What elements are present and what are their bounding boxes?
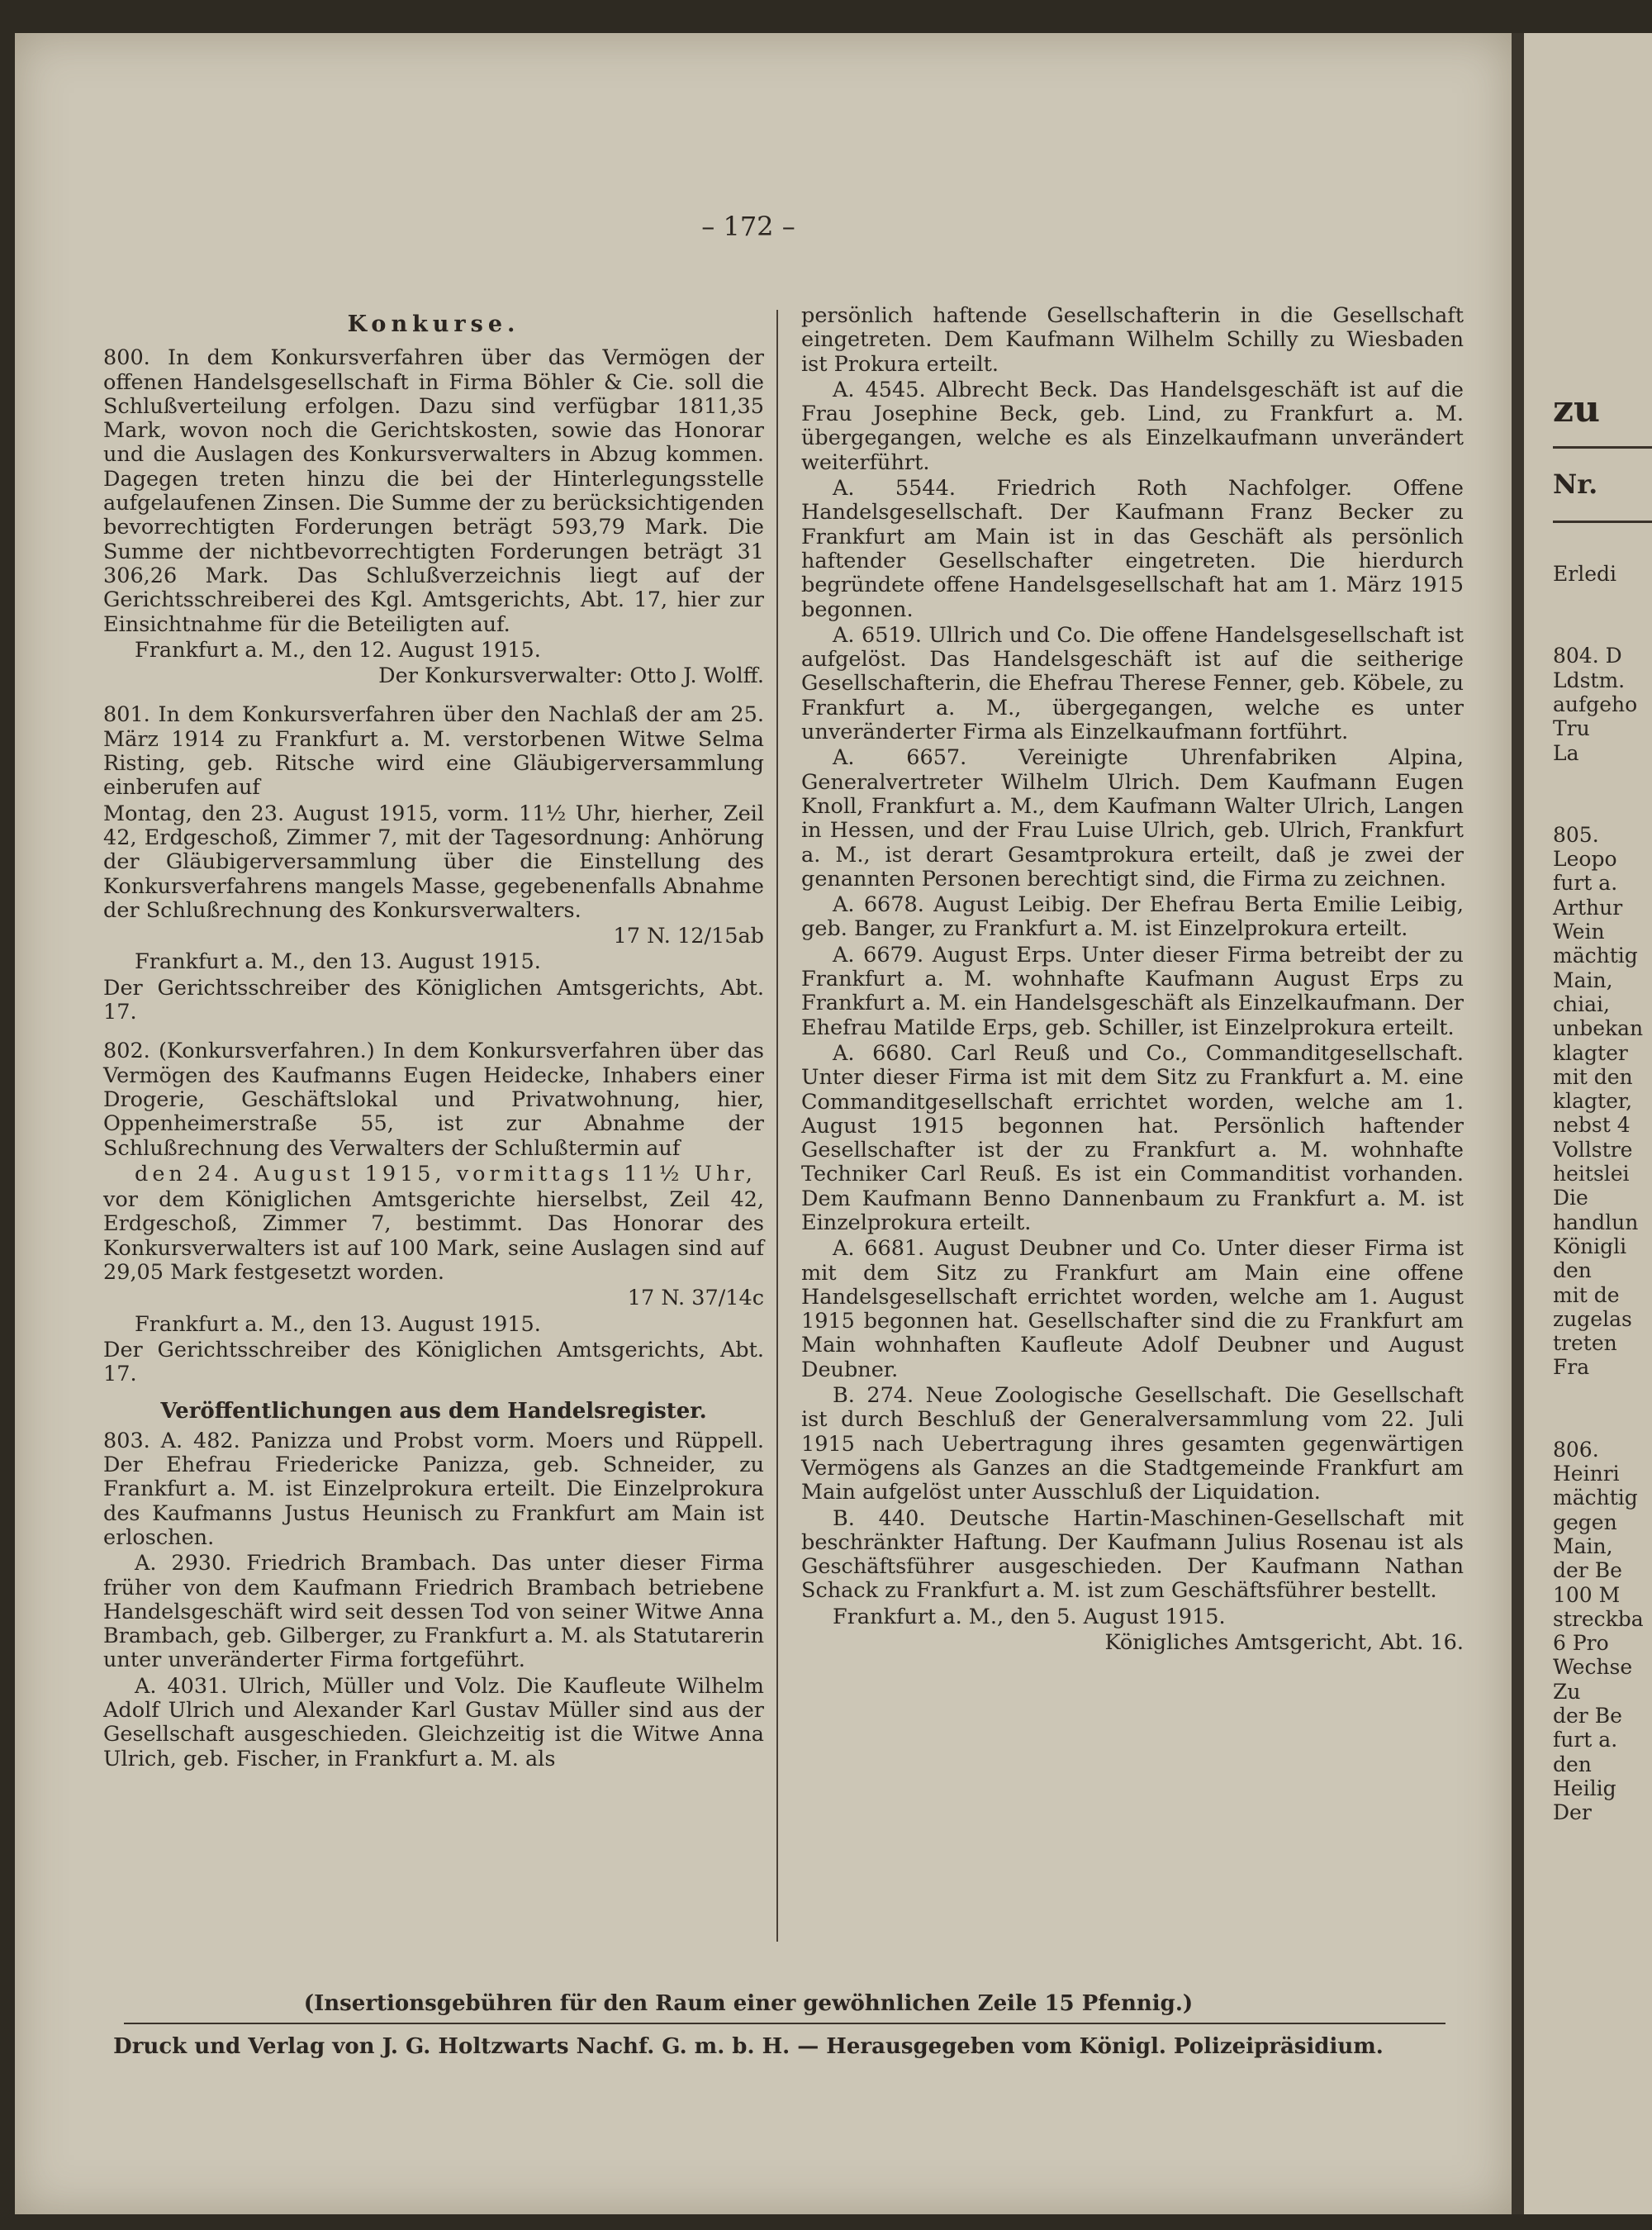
notice-801-file-no: 17 N. 12/15ab — [613, 924, 764, 949]
page-number: – 172 – — [701, 211, 795, 242]
notice-801-date: Frankfurt a. M., den 13. August 1915. — [135, 949, 541, 975]
next-page-line: Vollstre — [1553, 1137, 1633, 1162]
register-803: 803. A. 482. Panizza und Probst vorm. Moers und Rüppell. Der Ehefrau Friedericke Panizza, geb. Schneider, zu Frankfurt a. M. ist Einzelprokura erteilt. Die Einzelprokura des Kaufmanns Justus Heunisch zu Frankfurt am Main ist erloschen. — [103, 1428, 764, 1550]
next-page-line: Wein — [1553, 920, 1605, 944]
section-heading-handelsregister: Veröffentlichungen aus dem Handelsregister. — [160, 1399, 707, 1424]
register-a2930: A. 2930. Friedrich Brambach. Das unter dieser Firma früher von dem Kaufmann Friedrich Brambach betriebene Handelsgeschäft wird seit dessen Tod von seiner Witwe Anna Brambach, geb. Gilberger, zu Frankfurt a. M. als Statutarerin unter unveränderter Firma fortgeführt. — [103, 1551, 764, 1673]
notice-802: 802. (Konkursverfahren.) In dem Konkursverfahren über das Vermögen des Kaufmanns Eugen Heidecke, Inhabers einer Drogerie, Geschäftslokal und Privatwohnung, hier, Oppenheimerstraße 55, ist zur Abnahme der Schlußrechnung des Verwalters der Schlußtermin auf — [103, 1039, 764, 1161]
page-gutter — [1512, 33, 1524, 2214]
next-page-line: Fra — [1553, 1355, 1590, 1380]
notice-802-date-line: den 24. August 1915, vormittags 11½ Uhr, — [135, 1161, 757, 1186]
notice-802-cont: vor dem Königlichen Amtsgerichte hierselbst, Zeil 42, Erdgeschoß, Zimmer 7, bestimmt. Das Honorar des Konkursverwalters ist auf 100 Mark, seine Auslagen sind auf 29,05 Mark festgesetzt worden. — [103, 1187, 764, 1285]
notice-800: 800. In dem Konkursverfahren über das Vermögen der offenen Handelsgesellschaft in Firma Böhler & Cie. soll die Schlußverteilung erfolgen. Dazu sind verfügbar 1811,35 Mark, wovon noch die Gerichtskosten, sowie das Honorar und die Auslagen des Konkursverwalters in Abzug kommen. Dagegen treten hinzu die bei der Hinterlegungsstelle aufgelaufenen Zinsen. Die Summe der zu berücksichtigenden bevorrechtigten Forderungen beträgt 593,79 Mark. Die Summe der nichtbevorrechtigten Forderungen beträgt 31 306,26 Mark. Das Schlußverzeichnis liegt auf der Gerichtsschreiberei des Kgl. Amtsgerichts, Abt. 17, hier zur Einsichtnahme für die Beteiligten auf. — [103, 345, 764, 637]
notice-802-date: Frankfurt a. M., den 13. August 1915. — [135, 1311, 541, 1337]
notice-802-file-no: 17 N. 37/14c — [627, 1286, 764, 1311]
next-page-line: La — [1553, 740, 1579, 765]
notice-800-date: Frankfurt a. M., den 12. August 1915. — [135, 637, 541, 663]
notice-801-date-line: Montag, den 23. August 1915, vorm. 11½ Uhr, hierher, Zeil 42, Erdgeschoß, Zimmer 7, mit der Tagesordnung: Anhörung der Gläubigerversammlung über die Einstellung des Konkursverfahrens mangels Masse, gegebenenfalls Abnahme der Schlußrechnung des Konkursverwalters. — [103, 801, 764, 923]
next-page-line: furt a. — [1553, 871, 1618, 896]
notice-802-signature: Der Gerichtsschreiber des Königlichen Amtsgerichts, Abt. 17. — [103, 1337, 764, 1387]
column-divider — [776, 310, 778, 1942]
notice-800-signature: Der Konkursverwalter: Otto J. Wolff. — [378, 663, 764, 689]
next-page-line: 804. D — [1553, 644, 1622, 668]
next-page-nr: Nr. — [1553, 468, 1598, 500]
next-page-line: klagter, — [1553, 1089, 1633, 1114]
next-page-rule-2 — [1553, 521, 1652, 523]
register-a6679: A. 6679. August Erps. Unter dieser Firma betreibt der zu Frankfurt a. M. wohnhafte Kaufmann August Erps zu Frankfurt a. M. ein Handelsgeschäft als Einzelkaufmann. Der Ehefrau Matilde Erps, geb. Schiller, ist Einzelprokura erteilt. — [801, 942, 1464, 1040]
register-a6657: A. 6657. Vereinigte Uhrenfabriken Alpina, Generalvertreter Wilhelm Ulrich. Dem Kaufmann Eugen Knoll, Frankfurt a. M., dem Kaufmann Walter Ulrich, Langen in Hessen, und der Frau Luise Ulrich, geb. Ulrich, Frankfurt a. M., ist derart Gesamtprokura erteilt, daß je zwei der genannten Personen berechtigt sind, die Firma zu zeichnen. — [801, 745, 1464, 892]
next-page-line: zugelas — [1553, 1306, 1632, 1331]
next-page-line: gegen — [1553, 1510, 1617, 1534]
register-a6678: A. 6678. August Leibig. Der Ehefrau Berta Emilie Leibig, geb. Banger, zu Frankfurt a. M. ist Einzelprokura erteilt. — [801, 892, 1464, 942]
next-page-line: 805. — [1553, 822, 1599, 847]
next-page-line: Zu — [1553, 1679, 1581, 1704]
insertion-fee-note: (Insertionsgebühren für den Raum einer gewöhnlichen Zeile 15 Pfennig.) — [303, 1991, 1194, 2016]
next-page-rule — [1553, 446, 1652, 449]
next-page-line: handlun — [1553, 1210, 1639, 1234]
next-page-line: mächtig — [1553, 944, 1638, 968]
register-a4031: A. 4031. Ulrich, Müller und Volz. Die Kaufleute Wilhelm Adolf Ulrich und Alexander Karl Gustav Müller sind aus der Gesellschaft ausgeschieden. Gleichzeitig ist die Witwe Anna Ulrich, geb. Fischer, in Frankfurt a. M. als — [103, 1673, 764, 1771]
next-page-line: den — [1553, 1752, 1592, 1776]
register-date: Frankfurt a. M., den 5. August 1915. — [833, 1604, 1226, 1629]
notice-801-signature: Der Gerichtsschreiber des Königlichen Amtsgerichts, Abt. 17. — [103, 975, 764, 1025]
register-b440: B. 440. Deutsche Hartin-Maschinen-Gesellschaft mit beschränkter Haftung. Der Kaufmann Julius Rosenau ist als Geschäftsführer ausgeschieden. Der Kaufmann Nathan Schack zu Frankfurt a. M. ist zum Geschäftsführer bestellt. — [801, 1505, 1464, 1604]
next-page-line: nebst 4 — [1553, 1113, 1631, 1138]
next-page-line: der Be — [1553, 1558, 1622, 1583]
register-a5544: A. 5544. Friedrich Roth Nachfolger. Offene Handelsgesellschaft. Der Kaufmann Franz Becker zu Frankfurt am Main ist in das Geschäft als persönlich haftender Gesellschafter eingetreten. Die hierdurch begründete offene Handelsgesellschaft hat am 1. März 1915 begonnen. — [801, 476, 1464, 622]
printer-imprint: Druck und Verlag von J. G. Holtzwarts Nachf. G. m. b. H. — Herausgegeben vom Königl. Polizeipräsidium. — [113, 2034, 1384, 2059]
next-page-line: treten — [1553, 1331, 1617, 1356]
left-column — [103, 304, 764, 1773]
next-page-line: Der — [1553, 1800, 1592, 1825]
right-column — [801, 304, 1464, 1657]
register-a4031-cont: persönlich haftende Gesellschafterin in die Gesellschaft eingetreten. Dem Kaufmann Wilhelm Schilly zu Wiesbaden ist Prokura erteilt. — [801, 303, 1464, 377]
next-page-line: Main, — [1553, 1533, 1613, 1558]
register-a6519: A. 6519. Ullrich und Co. Die offene Handelsgesellschaft ist aufgelöst. Das Handelsgeschäft ist auf die seitherige Gesellschafterin, die Ehefrau Therese Fenner, geb. Köbele, zu Frankfurt a. M., übergegangen, welche es unter unveränderter Firma als Einzelkaufmann fortführt. — [801, 622, 1464, 745]
next-page-line: mit de — [1553, 1282, 1620, 1307]
register-a4545: A. 4545. Albrecht Beck. Das Handelsgeschäft ist auf die Frau Josephine Beck, geb. Lind, zu Frankfurt a. M. übergegangen, welche es als Einzelkaufmann unverändert weiterführt. — [801, 377, 1464, 475]
notice-801: 801. In dem Konkursverfahren über den Nachlaß der am 25. März 1914 zu Frankfurt a. M. verstorbenen Witwe Selma Risting, geb. Ritsche wird eine Gläubigerversammlung einberufen auf — [103, 702, 764, 801]
next-page-line: Tru — [1553, 716, 1590, 741]
footer-rule — [124, 2023, 1446, 2024]
next-page-line: mächtig — [1553, 1486, 1638, 1510]
next-page-line: klagter — [1553, 1040, 1628, 1065]
next-page-line: heitslei — [1553, 1162, 1630, 1186]
next-page-line: streckba — [1553, 1606, 1644, 1631]
next-page-line: Heinri — [1553, 1462, 1620, 1486]
next-page-line: der Be — [1553, 1704, 1622, 1728]
register-b274: B. 274. Neue Zoologische Gesellschaft. Die Gesellschaft ist durch Beschluß der Generalversammlung vom 22. Juli 1915 nach Uebertragung ihres gesamten gegenwärtigen Vermögens als Ganzes an die Stadtgemeinde Frankfurt am Main aufgelöst unter Ausschluß der Liquidation. — [801, 1383, 1464, 1505]
next-page-line: Wechse — [1553, 1655, 1633, 1680]
register-signature: Königliches Amtsgericht, Abt. 16. — [1104, 1630, 1464, 1656]
next-page-line: Erledi — [1553, 562, 1616, 586]
next-page-line: furt a. — [1553, 1728, 1618, 1752]
next-page-line: 6 Pro — [1553, 1631, 1609, 1656]
next-page-line: Heilig — [1553, 1776, 1616, 1800]
next-page-line: unbekan — [1553, 1016, 1644, 1041]
register-a6680: A. 6680. Carl Reuß und Co., Commanditgesellschaft. Unter dieser Firma ist mit dem Sitz zu Frankfurt a. M. eine Commanditgesellschaft errichtet worden, welche am 1. August 1915 begonnen hat. Persönlich haftender Gesellschafter ist der zu Frankfurt a. M. wohnhafte Techniker Carl Reuß. Es ist ein Commanditist vorhanden. Dem Kaufmann Benno Dannenbaum zu Frankfurt a. M. ist Einzelprokura erteilt. — [801, 1040, 1464, 1235]
next-page-line: Königli — [1553, 1234, 1627, 1258]
next-page-line: 806. — [1553, 1437, 1599, 1462]
next-page-line: Die — [1553, 1186, 1588, 1210]
next-page-title: zu — [1553, 388, 1600, 430]
section-heading-konkurse: Konkurse. — [347, 311, 520, 337]
next-page-line: Main, — [1553, 968, 1613, 992]
next-page-line: aufgeho — [1553, 692, 1638, 716]
next-page-line: Ldstm. — [1553, 668, 1626, 692]
next-page-line: Arthur — [1553, 895, 1623, 920]
next-page-line: den — [1553, 1258, 1592, 1283]
next-page-line: Leopo — [1553, 847, 1617, 872]
next-page-line: 100 M — [1553, 1582, 1621, 1607]
next-page-line: mit den — [1553, 1064, 1633, 1089]
register-a6681: A. 6681. August Deubner und Co. Unter dieser Firma ist mit dem Sitz zu Frankfurt am Main eine offene Handelsgesellschaft errichtet worden, welche am 1. August 1915 begonnen hat. Gesellschafter sind die zu Frankfurt am Main wohnhaften Kaufleute Adolf Deubner und August Deubner. — [801, 1236, 1464, 1382]
next-page-line: chiai, — [1553, 991, 1610, 1016]
